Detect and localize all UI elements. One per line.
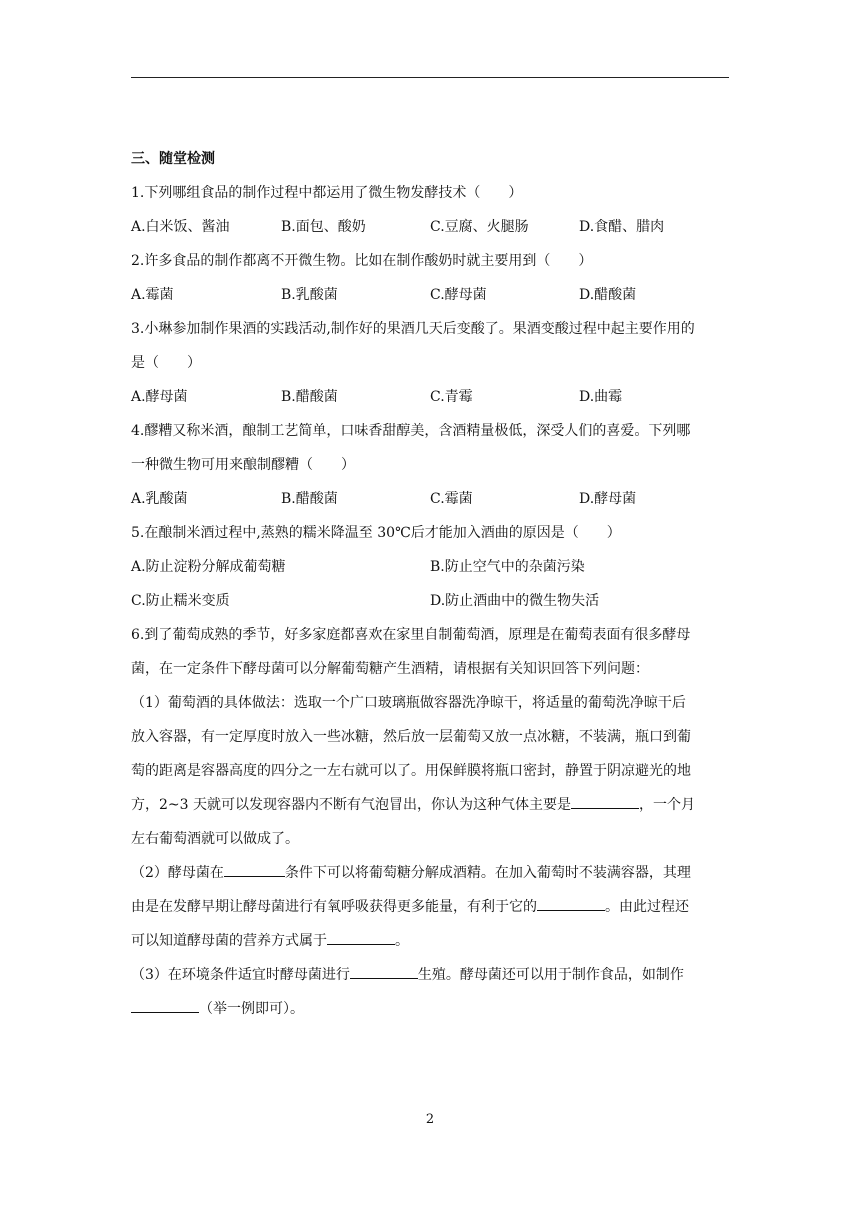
q4-option-d: D.酵母菌 <box>579 491 637 507</box>
question-6-stem-line-2: 菌，在一定条件下酵母菌可以分解葡萄糖产生酒精，请根据有关知识回答下列问题： <box>131 661 649 677</box>
q6-part-2-line-2-text-b: 。由此过程还 <box>605 899 689 915</box>
q6-part-1-line-4-text-b: ，一个月 <box>639 797 695 813</box>
question-5-options-row-1 <box>131 550 731 584</box>
answer-blank-benefit[interactable] <box>537 896 605 911</box>
q5-option-a: A.防止淀粉分解成葡萄糖 <box>131 559 286 575</box>
q2-option-c: C.酵母菌 <box>430 287 487 303</box>
question-1-options <box>131 210 731 244</box>
q6-part-1-line-4 <box>131 788 731 822</box>
q6-part-2-line-2 <box>131 890 731 924</box>
q6-part-3-line-1 <box>131 958 731 992</box>
q6-part-3-line-2 <box>131 992 731 1026</box>
section-title: 三、随堂检测 <box>131 151 215 167</box>
question-1-stem: 1.下列哪组食品的制作过程中都运用了微生物发酵技术（ ） <box>131 185 523 201</box>
q6-part-1-line-1: （1）葡萄酒的具体做法：选取一个广口玻璃瓶做容器洗净晾干，将适量的葡萄洗净晾干后 <box>131 695 686 711</box>
question-5-stem: 5.在酿制米酒过程中,蒸熟的糯米降温至 30℃后才能加入酒曲的原因是（ ） <box>131 525 621 541</box>
answer-blank-food[interactable] <box>131 998 199 1013</box>
q2-option-d: D.醋酸菌 <box>579 287 637 303</box>
q3-option-c: C.青霉 <box>430 389 473 405</box>
q6-part-2-line-2-text-a: 由是在发酵早期让酵母菌进行有氧呼吸获得更多能量，有利于它的 <box>131 899 537 915</box>
q3-option-b: B.醋酸菌 <box>281 389 338 405</box>
q6-part-3-line-1-text-a: （3）在环境条件适宜时酵母菌进行 <box>131 967 350 983</box>
q6-part-1-line-4-text-a: 方，2~3 天就可以发现容器内不断有气泡冒出，你认为这种气体主要是 <box>131 797 571 813</box>
q2-option-b: B.乳酸菌 <box>281 287 338 303</box>
q6-part-2-line-1 <box>131 856 731 890</box>
worksheet-body <box>131 142 731 1026</box>
q6-part-1-line-3: 萄的距离是容器高度的四分之一左右就可以了。用保鲜膜将瓶口密封，静置于阴凉避光的地 <box>131 763 691 779</box>
q6-part-2-line-3 <box>131 924 731 958</box>
q4-option-c: C.霉菌 <box>430 491 473 507</box>
q6-part-2-line-1-text-a: （2）酵母菌在 <box>131 865 224 881</box>
page-number: 2 <box>425 1112 435 1127</box>
q1-option-c: C.豆腐、火腿肠 <box>430 219 529 235</box>
question-3-stem-line-1: 3.小琳参加制作果酒的实践活动,制作好的果酒几天后变酸了。果酒变酸过程中起主要作用的 <box>131 321 695 337</box>
q6-part-1-line-2: 放入容器，有一定厚度时放入一些冰糖，然后放一层葡萄又放一点冰糖，不装满，瓶口到葡 <box>131 729 691 745</box>
q5-option-d: D.防止酒曲中的微生物失活 <box>430 593 600 609</box>
answer-blank-condition[interactable] <box>224 862 285 877</box>
question-5-options-row-2 <box>131 584 731 618</box>
question-2-options <box>131 278 731 312</box>
answer-blank-gas[interactable] <box>571 794 639 809</box>
question-3-stem-line-2: 是（ ） <box>131 355 201 371</box>
question-3-options <box>131 380 731 414</box>
q1-option-d: D.食醋、腊肉 <box>579 219 665 235</box>
header-rule <box>131 77 729 78</box>
q2-option-a: A.霉菌 <box>131 287 174 303</box>
q6-part-2-line-1-text-b: 条件下可以将葡萄糖分解成酒精。在加入葡萄时不装满容器，其理 <box>284 865 691 881</box>
q3-option-d: D.曲霉 <box>579 389 623 405</box>
question-4-options <box>131 482 731 516</box>
q6-part-3-line-2-text-b: （举一例即可）。 <box>199 1001 304 1017</box>
question-4-stem-line-1: 4.醪糟又称米酒，酿制工艺简单，口味香甜醇美，含酒精量极低，深受人们的喜爱。下列哪 <box>131 423 691 439</box>
q4-option-b: B.醋酸菌 <box>281 491 338 507</box>
q6-part-3-line-1-text-b: 生殖。酵母菌还可以用于制作食品，如制作 <box>417 967 684 983</box>
question-4-stem-line-2: 一种微生物可用来酿制醪糟（ ） <box>131 457 355 473</box>
q3-option-a: A.酵母菌 <box>131 389 188 405</box>
q5-option-c: C.防止糯米变质 <box>131 593 230 609</box>
q1-option-a: A.白米饭、酱油 <box>131 219 230 235</box>
question-6-stem-line-1: 6.到了葡萄成熟的季节，好多家庭都喜欢在家里自制葡萄酒，原理是在葡萄表面有很多酵母 <box>131 627 691 643</box>
q1-option-b: B.面包、酸奶 <box>281 219 366 235</box>
answer-blank-nutrition[interactable] <box>327 930 395 945</box>
answer-blank-reproduction[interactable] <box>350 964 418 979</box>
q4-option-a: A.乳酸菌 <box>131 491 188 507</box>
q6-part-1-line-5: 左右葡萄酒就可以做成了。 <box>131 831 299 847</box>
q6-part-2-line-3-text-b: 。 <box>395 933 409 949</box>
q5-option-b: B.防止空气中的杂菌污染 <box>430 559 585 575</box>
question-2-stem: 2.许多食品的制作都离不开微生物。比如在制作酸奶时就主要用到（ ） <box>131 253 593 269</box>
q6-part-2-line-3-text-a: 可以知道酵母菌的营养方式属于 <box>131 933 327 949</box>
